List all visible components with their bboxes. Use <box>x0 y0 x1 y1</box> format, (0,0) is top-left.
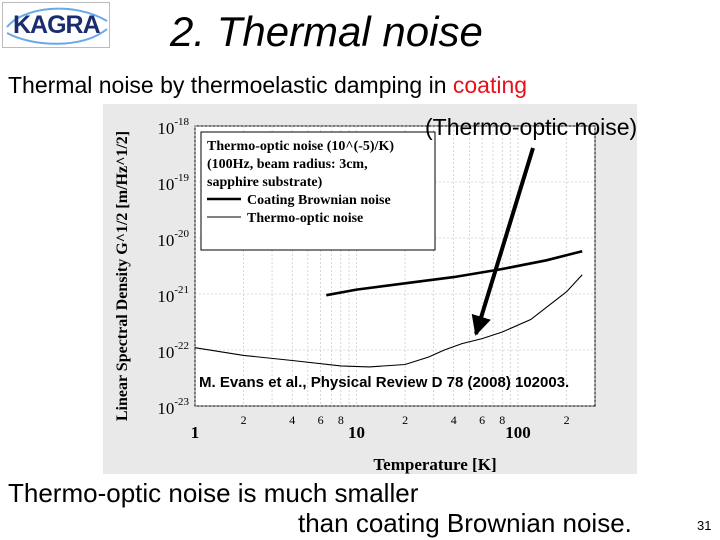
subtitle-highlight: coating <box>452 72 528 98</box>
x-tick-label: 2 <box>563 413 570 427</box>
x-tick-label: 4 <box>450 413 457 427</box>
x-tick-label: 2 <box>402 413 409 427</box>
y-tick-exponent: -20 <box>174 228 189 240</box>
x-tick-label: 4 <box>289 413 296 427</box>
y-tick-label: $10^{-18}$ <box>157 116 189 138</box>
legend-header-line: Thermo-optic noise (10^(-5)/K) <box>207 139 394 154</box>
x-tick-label: 8 <box>337 413 344 427</box>
subtitle-line2: (Thermo-optic noise) <box>425 114 638 140</box>
x-tick-label: 100 <box>505 423 531 442</box>
x-tick-label: 6 <box>479 413 486 427</box>
y-tick-exponent: -21 <box>174 284 189 296</box>
y-tick-exponent: -19 <box>174 172 189 184</box>
x-tick-label: 6 <box>317 413 324 427</box>
kagra-logo <box>2 2 110 48</box>
page-title: 2. Thermal noise <box>170 8 483 55</box>
legend-header-line: sapphire substrate) <box>207 175 323 190</box>
x-axis-label: Temperature [K] <box>373 455 497 474</box>
page-number: 31 <box>697 518 712 533</box>
y-tick-label: $10^{-19}$ <box>157 172 189 194</box>
subtitle <box>8 72 527 99</box>
chart-figure <box>103 104 637 474</box>
x-tick-label: 2 <box>240 413 247 427</box>
conclusion-line1: Thermo-optic noise is much smaller <box>8 478 419 508</box>
y-tick-exponent: -23 <box>174 396 189 408</box>
legend-entry: Coating Brownian noise <box>247 193 391 208</box>
y-tick-label: $10^{-22}$ <box>157 340 189 362</box>
y-tick-label: $10^{-23}$ <box>157 396 189 418</box>
y-tick-exponent: -22 <box>174 340 189 352</box>
y-tick-label: $10^{-20}$ <box>157 228 189 250</box>
y-tick-label: $10^{-21}$ <box>157 284 189 306</box>
chart-svg <box>103 104 637 474</box>
subtitle-prefix: Thermal noise by thermoelastic damping in <box>8 72 453 98</box>
x-tick-label: 8 <box>499 413 506 427</box>
citation: M. Evans et al., Physical Review D 78 (2008) 102003. <box>199 374 570 391</box>
legend-header-line: (100Hz, beam radius: 3cm, <box>207 157 368 172</box>
y-axis-label: Linear Spectral Density G^1/2 [m/Hz^1/2] <box>114 130 131 422</box>
legend-entry: Thermo-optic noise <box>247 211 364 226</box>
logo-text: KAGRA <box>13 11 100 39</box>
x-tick-label: 10 <box>347 423 365 442</box>
x-tick-label: 1 <box>190 423 200 442</box>
y-tick-exponent: -18 <box>174 116 189 128</box>
conclusion-line2: than coating Brownian noise. <box>298 508 632 538</box>
